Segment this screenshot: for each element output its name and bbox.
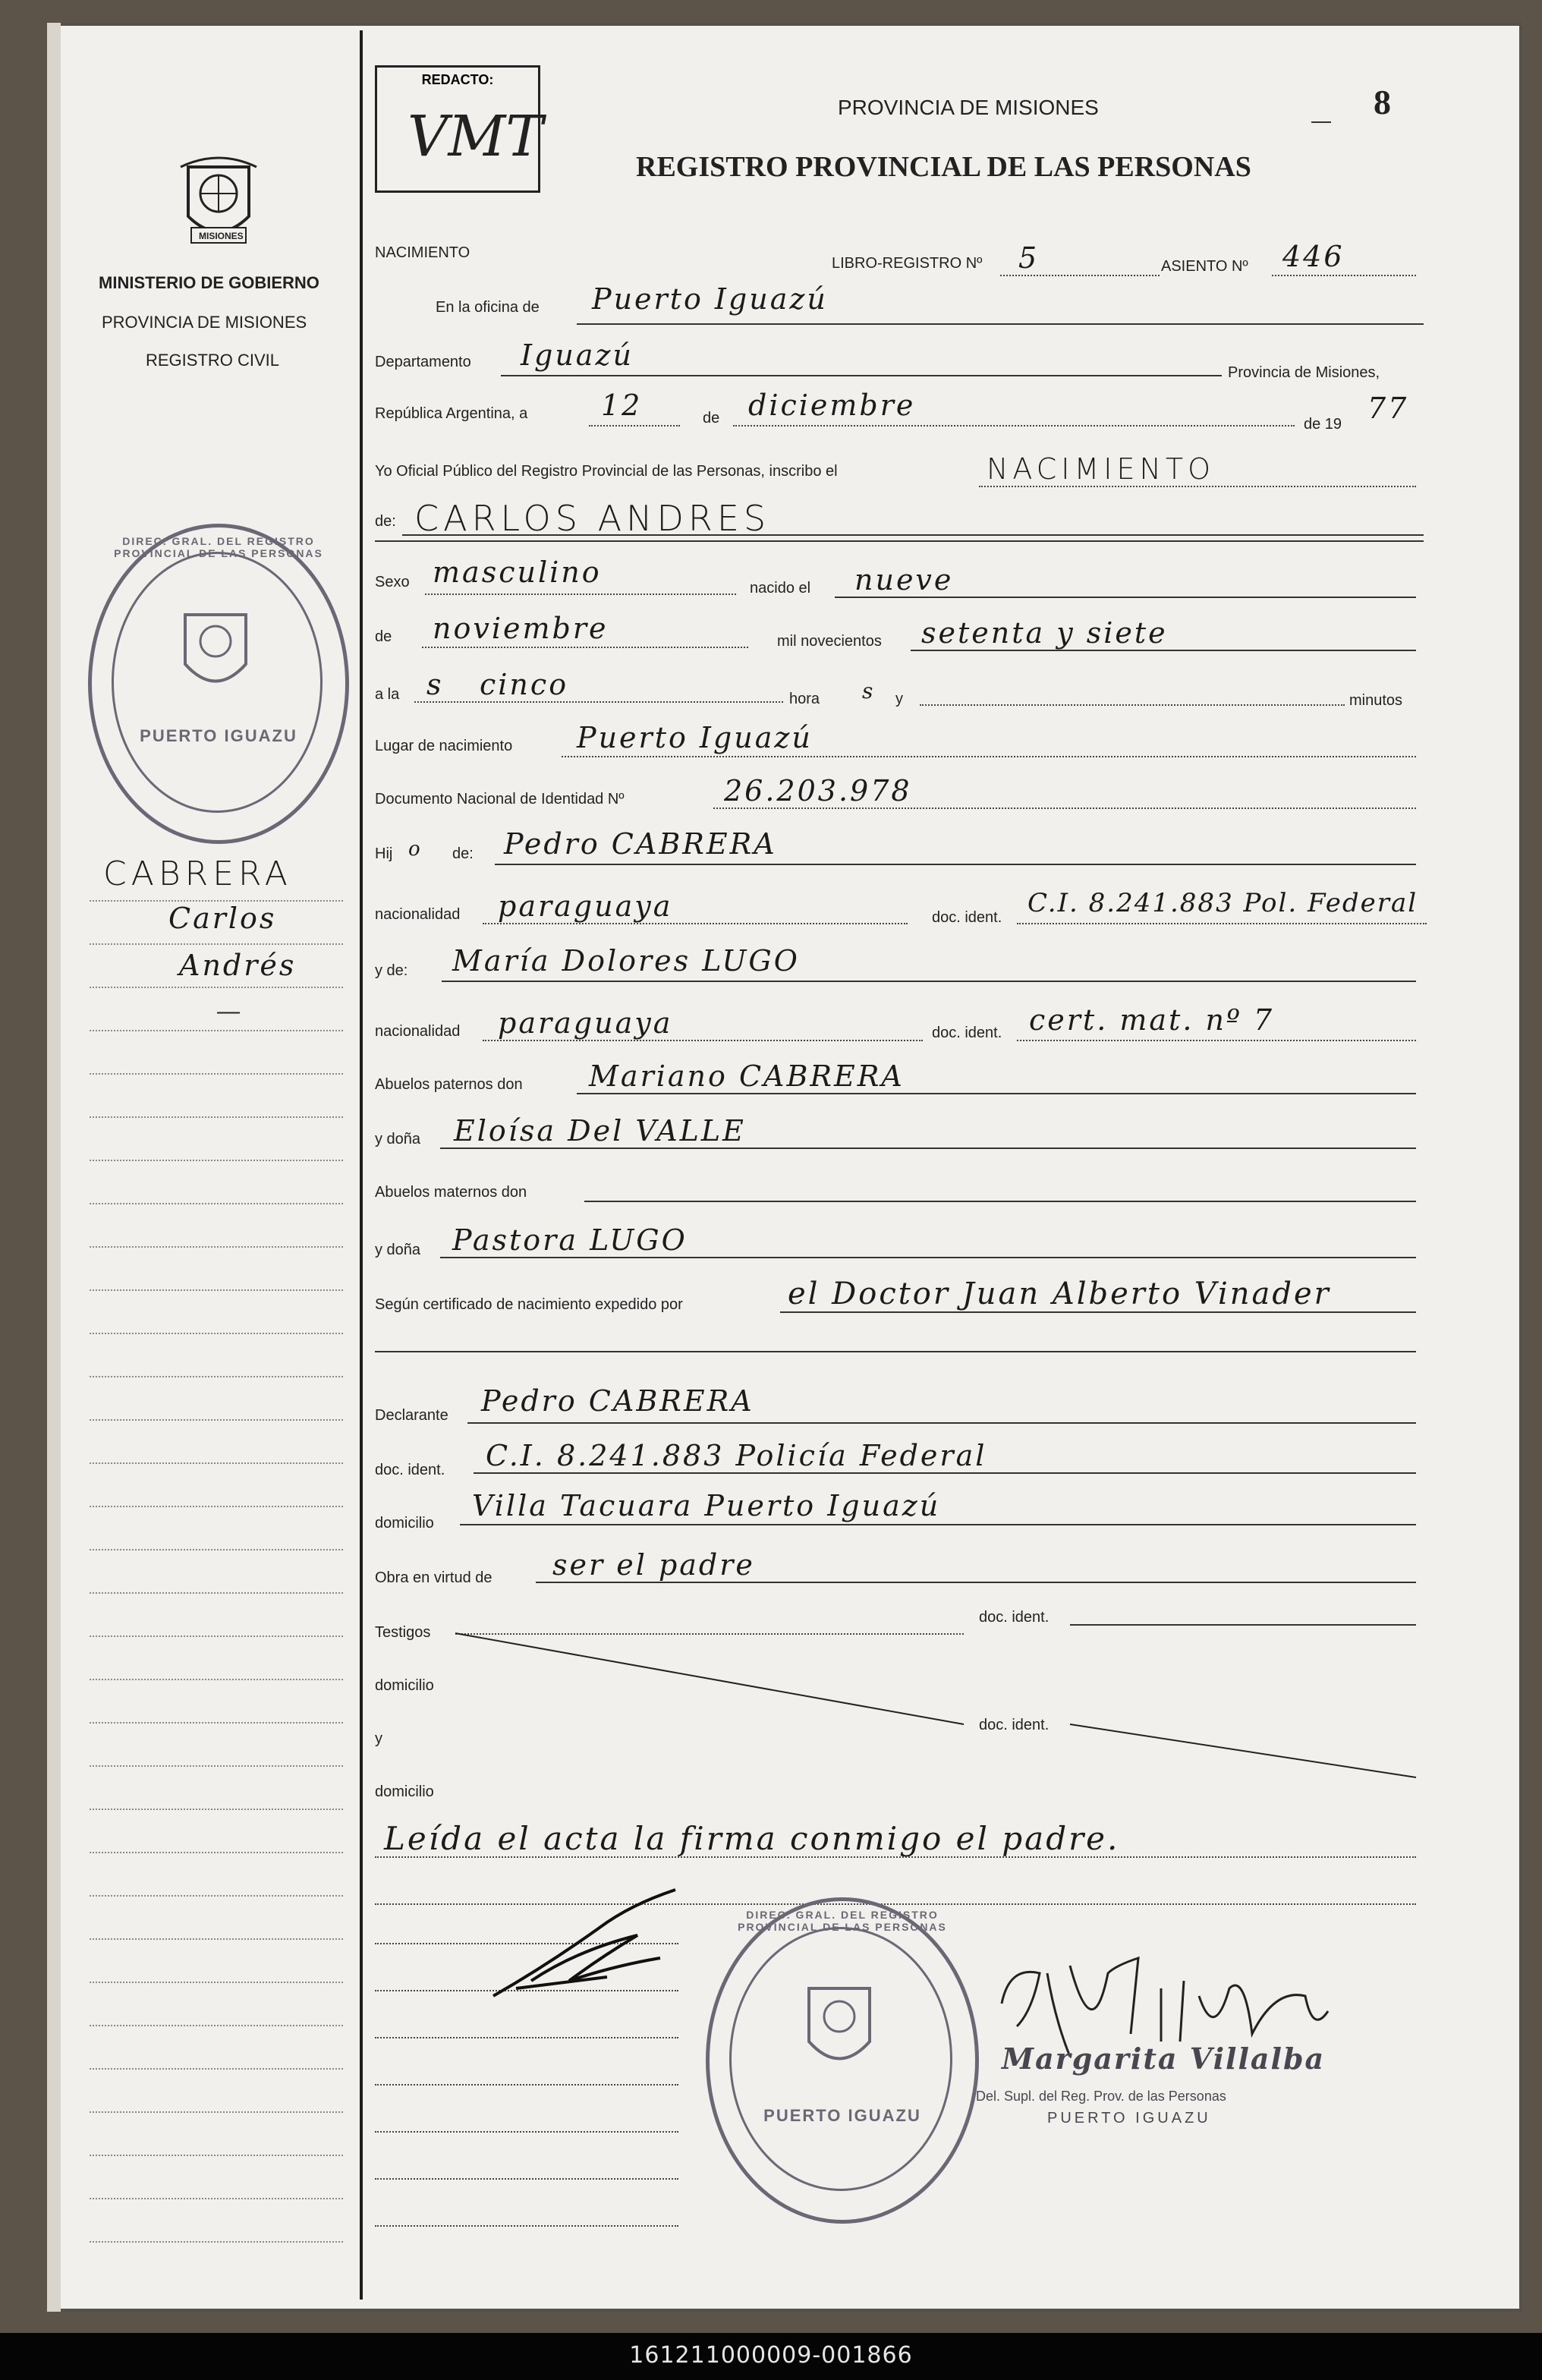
label-departamento: Departamento [375,354,471,370]
value-declarante: Pedro CABRERA [481,1384,754,1418]
label-ydona-paterna: y doña [375,1131,421,1148]
value-padre-nacionalidad: paraguaya [498,889,673,923]
label-abuelos-paternos: Abuelos paternos don [375,1076,523,1093]
value-declarante-doc: C.I. 8.241.883 Policía Federal [486,1439,987,1472]
value-hij-suffix: o [408,838,423,861]
official-name: Margarita Villalba [1002,2042,1326,2076]
ministry-name: MINISTERIO DE GOBIERNO [99,273,319,292]
redacto-initials: VMT [408,104,543,169]
label-yde: y de: [375,962,408,979]
label-ydona-materna: y doña [375,1242,421,1258]
label-nacionalidad-padre: nacionalidad [375,906,461,923]
value-nacido-anio: setenta y siete [921,616,1168,650]
label-nacimiento: NACIMIENTO [375,244,470,261]
value-asiento: 446 [1282,240,1345,273]
page-number: 8 [1374,83,1391,121]
value-hora-suffix: s [426,668,444,701]
label-documento: Documento Nacional de Identidad Nº [375,791,625,808]
header-province: PROVINCIA DE MISIONES [838,96,1099,119]
margin-dash: — [217,999,240,1024]
value-hora: cinco [480,668,569,701]
bottom-stamp-emblem-icon [798,1977,881,2083]
value-abuela-materna: Pastora LUGO [452,1223,688,1257]
value-madre-nacionalidad: paraguaya [498,1006,673,1040]
value-nombre: CARLOS ANDRES [414,498,771,539]
label-mil: mil novecientos [777,633,882,650]
seal-caption: MISIONES [199,231,244,241]
left-stamp-bottom-text: PUERTO IGUAZU [140,726,297,745]
bottom-registry-stamp [706,1897,979,2224]
value-abuela-paterna: Eloísa Del VALLE [454,1114,746,1148]
value-padre: Pedro CABRERA [504,827,777,861]
label-lugar: Lugar de nacimiento [375,738,513,754]
ministry-registry: REGISTRO CIVIL [146,351,280,370]
label-y-testigo2: y [375,1730,382,1747]
label-de19: de 19 [1304,416,1342,433]
label-asiento: ASIENTO Nº [1161,258,1248,275]
ministry-province: PROVINCIA DE MISIONES [102,313,307,332]
label-de-name: de: [375,513,396,530]
value-anio: 77 [1367,392,1409,425]
value-dia: 12 [601,389,643,422]
label-hora: hora [789,691,820,707]
label-domicilio-testigo2: domicilio [375,1783,434,1800]
label-republica: República Argentina, a [375,405,528,422]
value-inscribo: NACIMIENTO [987,452,1216,486]
label-provincia: Provincia de Misiones, [1228,364,1380,381]
archive-footer [0,2333,1542,2380]
label-doc-testigo1: doc. ident. [979,1609,1050,1626]
value-certificado: el Doctor Juan Alberto Vinader [788,1277,1331,1311]
value-oficina: Puerto Iguazú [592,282,828,316]
margin-second-name: Andrés [179,949,297,982]
archive-id: 161211000009-001866 [629,2342,913,2369]
label-doc-declarante: doc. ident. [375,1462,445,1478]
label-nacido: nacido el [750,580,811,597]
label-segun: Según certificado de nacimiento expedido por [375,1296,683,1313]
value-madre: María Dolores LUGO [452,944,800,978]
value-departamento: Iguazú [521,338,634,372]
label-nacionalidad-madre: nacionalidad [375,1023,461,1040]
header-title: REGISTRO PROVINCIAL DE LAS PERSONAS [636,151,1251,183]
label-de: de [703,410,720,427]
label-de-parent: de: [452,845,474,862]
value-lugar: Puerto Iguazú [577,721,813,754]
bottom-stamp-top-text: DIREC. GRAL. DEL REGISTRO PROVINCIAL DE LAS PERSONAS [738,1909,947,1933]
value-obra: ser el padre [552,1548,755,1582]
label-y: y [895,691,903,707]
label-testigos: Testigos [375,1624,431,1641]
left-stamp-top-text: DIREC. GRAL. DEL REGISTRO PROVINCIAL DE LAS PERSONAS [114,535,323,559]
official-place: PUERTO IGUAZU [1047,2110,1211,2127]
value-sexo: masculino [433,556,602,589]
label-abuelos-maternos: Abuelos maternos don [375,1184,527,1201]
label-de2: de [375,628,392,645]
value-declarante-domicilio: Villa Tacuara Puerto Iguazú [472,1489,941,1522]
value-hora-s2: s [862,678,876,704]
official-title: Del. Supl. del Reg. Prov. de las Personas [976,2089,1226,2104]
label-doc-padre: doc. ident. [932,909,1002,926]
label-oficina: En la oficina de [436,299,540,316]
value-nacido-dia: nueve [854,563,954,597]
value-dni: 26.203.978 [724,774,912,808]
redacto-label: REDACTO: [421,72,494,87]
label-hij: Hij [375,845,393,862]
label-obra: Obra en virtud de [375,1569,492,1586]
label-minutos: minutos [1349,692,1403,709]
value-madre-doc: cert. mat. nº 7 [1029,1003,1275,1037]
value-nacido-mes: noviembre [433,612,609,645]
line-leida [375,1856,1416,1858]
margin-first-name: Carlos [168,902,277,935]
label-domicilio-testigo1: domicilio [375,1677,434,1694]
label-doc-testigo2: doc. ident. [979,1717,1050,1733]
label-yo-oficial: Yo Oficial Público del Registro Provincial de las Personas, inscribo el [375,463,838,480]
label-doc-madre: doc. ident. [932,1025,1002,1041]
value-mes: diciembre [748,389,916,422]
value-leida: Leída el acta la firma conmigo el padre. [384,1820,1120,1857]
bottom-stamp-bottom-text: PUERTO IGUAZU [763,2106,921,2125]
declarant-signature-icon [486,1882,691,2004]
label-declarante: Declarante [375,1407,448,1424]
value-libro: 5 [1018,241,1040,275]
label-ala: a la [375,686,400,703]
label-sexo: Sexo [375,574,410,590]
value-padre-doc: C.I. 8.241.883 Pol. Federal [1027,888,1418,918]
margin-surname: CABRERA [103,855,292,893]
label-domicilio-declarante: domicilio [375,1515,434,1532]
value-abuelo-paterno: Mariano CABRERA [589,1059,905,1093]
label-libro: LIBRO-REGISTRO Nº [832,255,983,272]
